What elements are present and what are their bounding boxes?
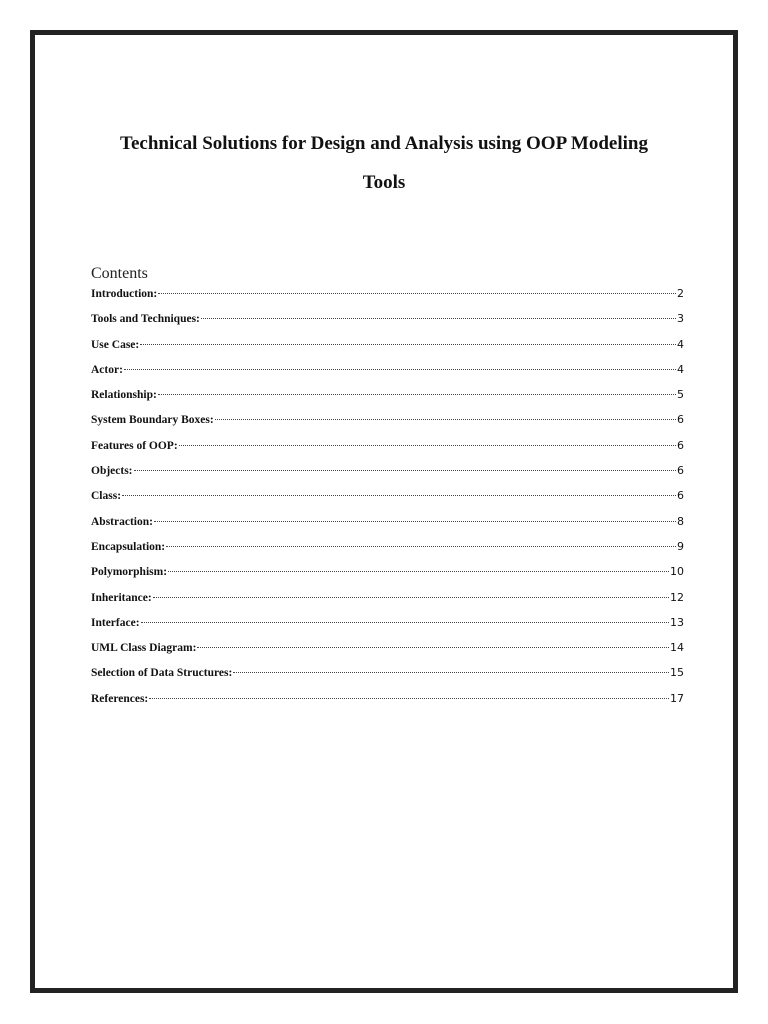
toc-entry[interactable] (91, 338, 684, 363)
toc-entry[interactable] (91, 363, 684, 388)
toc-entry[interactable] (91, 312, 684, 337)
toc-entry-label: Objects: (91, 465, 133, 478)
toc-entry[interactable] (91, 464, 684, 489)
toc-entry[interactable] (91, 489, 684, 514)
toc-entry-page-number: 8 (677, 514, 684, 528)
toc-dot-leader (201, 318, 676, 319)
toc-entry-page-number: 10 (670, 565, 684, 579)
toc-entry-page-number: 15 (670, 666, 684, 680)
toc-entry-page-number: 4 (677, 362, 684, 376)
toc-entry-label: Use Case: (91, 338, 140, 351)
toc-entry-label: Tools and Techniques: (91, 313, 200, 326)
toc-dot-leader (122, 495, 676, 496)
toc-entry-label: Actor: (91, 363, 123, 376)
toc-entry-page-number: 5 (677, 388, 684, 402)
toc-entry[interactable] (91, 439, 684, 464)
toc-dot-leader (166, 546, 676, 547)
toc-entry-label: System Boundary Boxes: (91, 414, 214, 427)
toc-dot-leader (168, 571, 669, 572)
toc-entry-page-number: 14 (670, 641, 684, 655)
contents-heading: Contents (91, 265, 148, 282)
toc-dot-leader (134, 470, 676, 471)
toc-entry[interactable] (91, 565, 684, 590)
toc-entry-page-number: 4 (677, 337, 684, 351)
toc-entry[interactable] (91, 666, 684, 691)
toc-entry-page-number: 6 (677, 489, 684, 503)
toc-dot-leader (149, 698, 669, 699)
toc-entry[interactable] (91, 641, 684, 666)
toc-dot-leader (215, 419, 676, 420)
toc-entry[interactable] (91, 388, 684, 413)
toc-dot-leader (141, 622, 669, 623)
toc-entry-label: Interface: (91, 616, 140, 629)
toc-entry-page-number: 17 (670, 691, 684, 705)
toc-entry-label: Introduction: (91, 288, 158, 300)
table-of-contents (91, 287, 684, 717)
toc-entry-page-number: 3 (677, 312, 684, 326)
toc-dot-leader (140, 344, 676, 345)
toc-dot-leader (197, 647, 669, 648)
toc-entry-page-number: 6 (677, 413, 684, 427)
toc-entry[interactable] (91, 287, 684, 312)
toc-dot-leader (124, 369, 676, 370)
toc-entry-label: Relationship: (91, 389, 157, 402)
toc-entry-page-number: 9 (677, 539, 684, 553)
toc-entry-label: References: (91, 692, 149, 705)
document-page (30, 30, 738, 993)
toc-dot-leader (154, 521, 676, 522)
toc-entry-label: Polymorphism: (91, 566, 168, 579)
toc-entry[interactable] (91, 591, 684, 616)
toc-dot-leader (179, 445, 676, 446)
toc-dot-leader (158, 394, 676, 395)
toc-entry[interactable] (91, 540, 684, 565)
toc-entry-label: Abstraction: (91, 515, 153, 528)
toc-entry-label: Class: (91, 490, 122, 503)
toc-dot-leader (158, 293, 676, 294)
toc-entry-label: UML Class Diagram: (91, 642, 197, 655)
toc-entry-page-number: 12 (670, 590, 684, 604)
document-title-line-1: Technical Solutions for Design and Analysis using OOP Modeling (120, 133, 648, 154)
toc-entry-page-number: 2 (677, 287, 684, 300)
toc-entry-label: Selection of Data Structures: (91, 667, 233, 680)
toc-entry[interactable] (91, 413, 684, 438)
toc-dot-leader (233, 672, 669, 673)
toc-entry-label: Features of OOP: (91, 439, 178, 452)
toc-entry[interactable] (91, 515, 684, 540)
toc-dot-leader (153, 597, 669, 598)
toc-entry[interactable] (91, 616, 684, 641)
toc-entry-label: Inheritance: (91, 591, 152, 604)
document-title-line-2: Tools (362, 172, 406, 193)
toc-entry-page-number: 6 (677, 438, 684, 452)
toc-entry-label: Encapsulation: (91, 540, 166, 553)
toc-entry-page-number: 13 (670, 615, 684, 629)
toc-entry-page-number: 6 (677, 464, 684, 478)
toc-entry[interactable] (91, 692, 684, 717)
